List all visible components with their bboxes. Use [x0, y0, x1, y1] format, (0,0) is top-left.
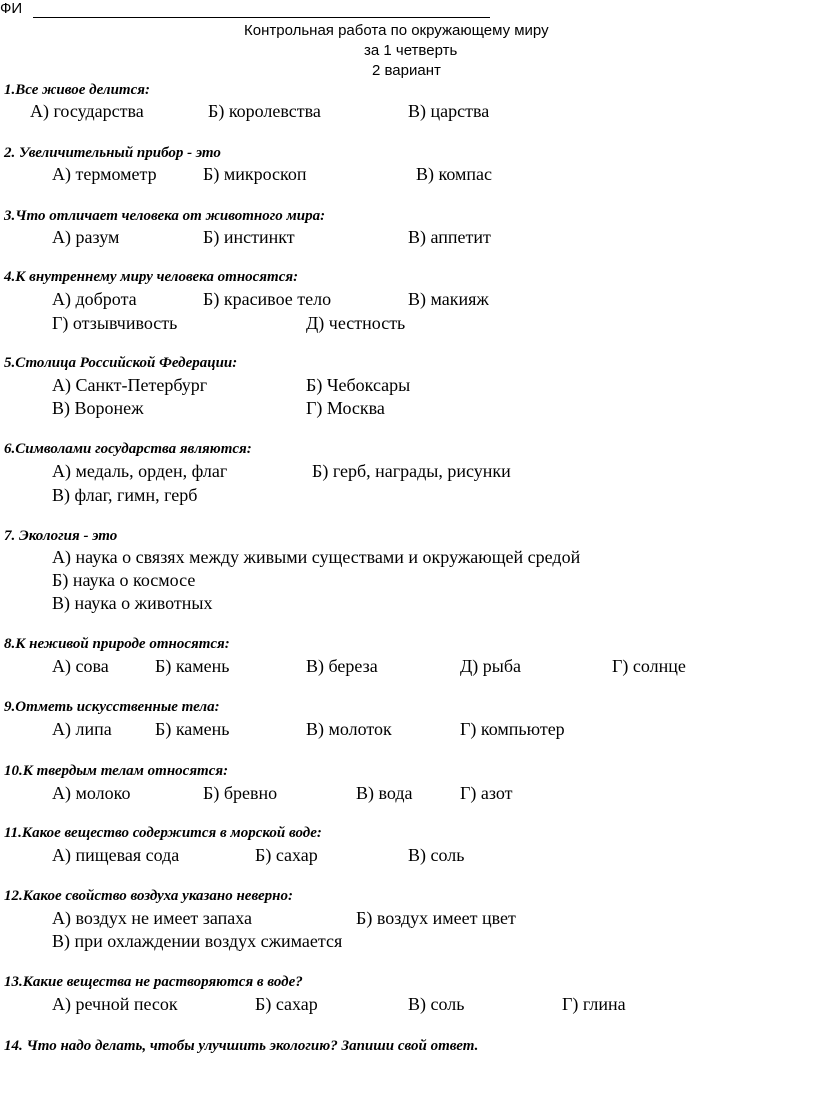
answer-10-d: Г) азот	[460, 783, 513, 803]
answer-7-b: Б) наука о космосе	[52, 570, 196, 590]
answer-4-c: В) макияж	[408, 289, 489, 309]
question-9: 9.Отметь искусственные тела:	[4, 699, 220, 715]
question-7: 7. Экология - это	[4, 528, 118, 544]
question-3: 3.Что отличает человека от животного мира:	[4, 208, 326, 224]
answer-5-b: Б) Чебоксары	[306, 375, 411, 395]
answer-7-c: В) наука о животных	[52, 593, 213, 613]
page-title: Контрольная работа по окружающему миру	[244, 22, 549, 39]
answer-3-c: В) аппетит	[408, 227, 491, 247]
answer-2-c: В) компас	[416, 164, 492, 184]
answer-11-c: В) соль	[408, 845, 465, 865]
question-2: 2. Увеличительный прибор - это	[4, 145, 221, 161]
question-10: 10.К твердым телам относятся:	[4, 763, 229, 779]
answer-11-b: Б) сахар	[255, 845, 318, 865]
answer-12-a: А) воздух не имеет запаха	[52, 908, 253, 928]
answer-3-a: А) разум	[52, 227, 120, 247]
answer-13-d: Г) глина	[562, 994, 626, 1014]
answer-1-b: Б) королевства	[208, 101, 321, 121]
answer-4-d: Г) отзывчивость	[52, 313, 178, 333]
fi-label: ФИ	[0, 0, 23, 17]
question-11: 11.Какое вещество содержится в морской воде:	[4, 825, 322, 841]
question-14: 14. Что надо делать, чтобы улучшить экологию? Запиши свой ответ.	[4, 1038, 479, 1054]
answer-12-b: Б) воздух имеет цвет	[356, 908, 516, 928]
answer-5-c: В) Воронеж	[52, 398, 144, 418]
answer-9-d: Г) компьютер	[460, 719, 565, 739]
answer-12-c: В) при охлаждении воздух сжимается	[52, 931, 343, 951]
answer-1-a: А) государства	[30, 101, 144, 121]
answer-10-b: Б) бревно	[203, 783, 278, 803]
answer-9-c: В) молоток	[306, 719, 392, 739]
question-6: 6.Символами государства являются:	[4, 441, 252, 457]
question-4: 4.К внутреннему миру человека относятся:	[4, 269, 299, 285]
answer-6-b: Б) герб, награды, рисунки	[312, 461, 511, 481]
answer-8-a: А) сова	[52, 656, 109, 676]
answer-9-b: Б) камень	[155, 719, 230, 739]
answer-13-c: В) соль	[408, 994, 465, 1014]
answer-8-d: Д) рыба	[460, 656, 522, 676]
answer-10-c: В) вода	[356, 783, 413, 803]
answer-10-a: А) молоко	[52, 783, 131, 803]
answer-11-a: А) пищевая сода	[52, 845, 180, 865]
answer-13-a: А) речной песок	[52, 994, 178, 1014]
question-1: 1.Все живое делится:	[4, 82, 150, 98]
answer-5-a: А) Санкт-Петербург	[52, 375, 208, 395]
answer-4-b: Б) красивое тело	[203, 289, 332, 309]
answer-2-b: Б) микроскоп	[203, 164, 307, 184]
answer-7-a: А) наука о связях между живыми существами и окружающей средой	[52, 547, 581, 567]
question-13: 13.Какие вещества не растворяются в воде?	[4, 974, 303, 990]
answer-6-a: А) медаль, орден, флаг	[52, 461, 228, 481]
question-12: 12.Какое свойство воздуха указано неверно:	[4, 888, 293, 904]
answer-3-b: Б) инстинкт	[203, 227, 295, 247]
name-underline	[33, 17, 490, 18]
answer-8-e: Г) солнце	[612, 656, 686, 676]
answer-8-b: Б) камень	[155, 656, 230, 676]
answer-13-b: Б) сахар	[255, 994, 318, 1014]
answer-4-a: А) доброта	[52, 289, 137, 309]
answer-9-a: А) липа	[52, 719, 112, 739]
answer-1-c: В) царства	[408, 101, 490, 121]
answer-2-a: А) термометр	[52, 164, 157, 184]
answer-8-c: В) береза	[306, 656, 378, 676]
question-8: 8.К неживой природе относятся:	[4, 636, 230, 652]
answer-6-c: В) флаг, гимн, герб	[52, 485, 198, 505]
quarter-subtitle: за 1 четверть	[364, 42, 458, 59]
question-5: 5.Столица Российской Федерации:	[4, 355, 238, 371]
answer-5-d: Г) Москва	[306, 398, 385, 418]
answer-4-e: Д) честность	[306, 313, 406, 333]
variant-label: 2 вариант	[372, 62, 441, 79]
